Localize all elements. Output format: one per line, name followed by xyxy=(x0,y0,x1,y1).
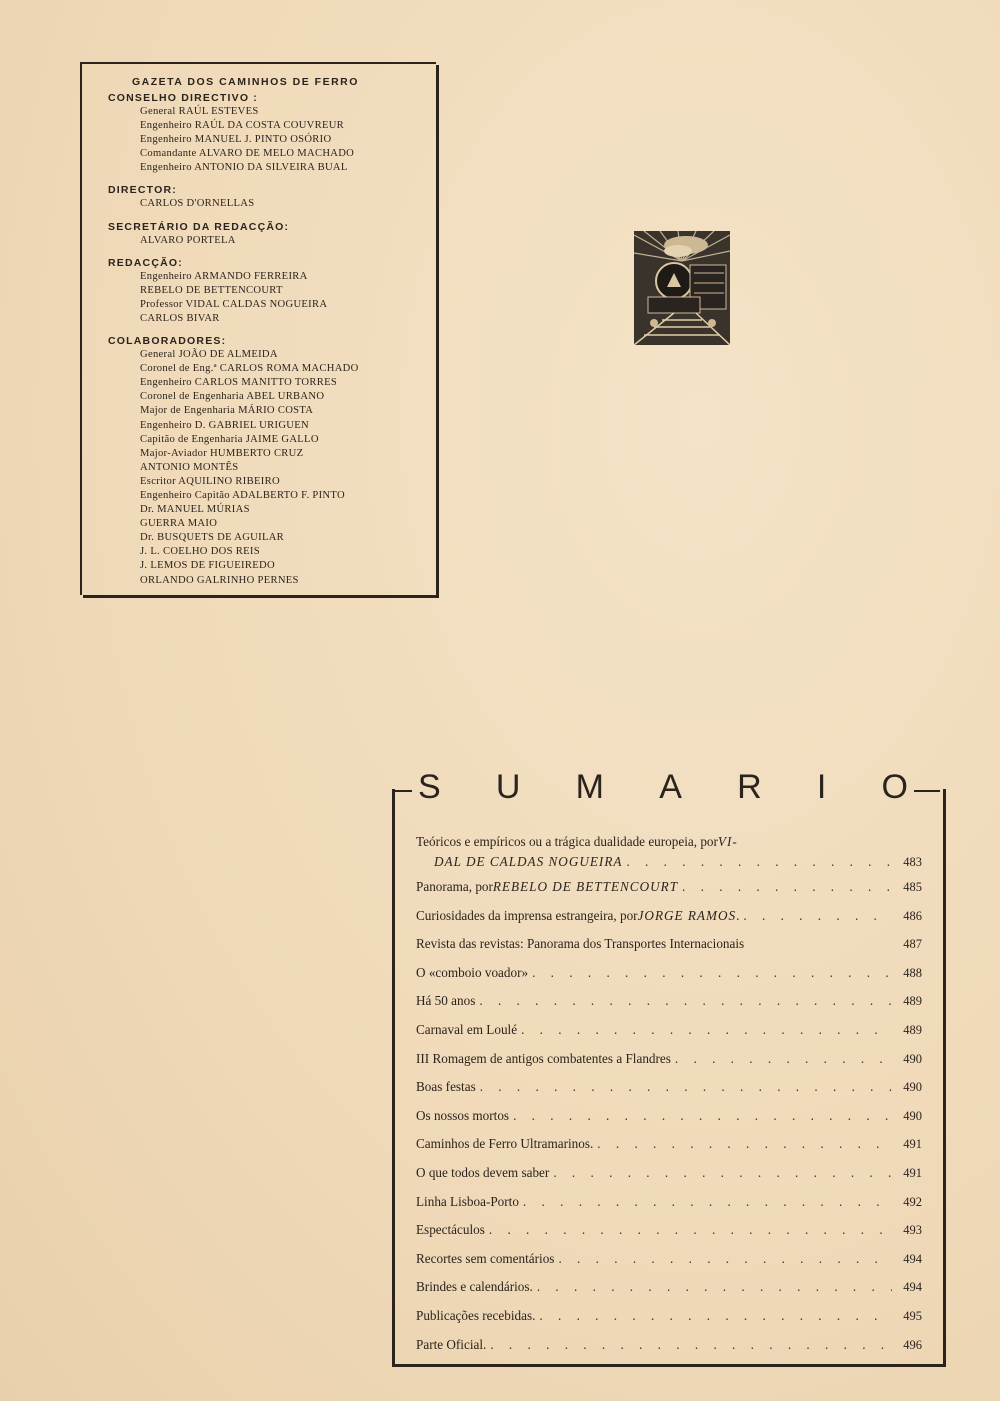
toc-page-number: 494 xyxy=(903,1251,922,1266)
staff-section xyxy=(108,335,436,588)
toc-entry-title: O que todos devem saber xyxy=(416,1164,550,1180)
toc-entry-author: DAL DE CALDAS NOGUEIRA xyxy=(434,854,623,869)
toc-entry-author: REBELO DE BETTENCOURT xyxy=(492,879,679,894)
toc-entry-suffix: . xyxy=(736,907,740,923)
toc-entry xyxy=(416,1302,922,1331)
staff-member: Engenheiro Capitão ADALBERTO F. PINTO xyxy=(140,489,345,501)
dot-leader xyxy=(675,1045,892,1073)
staff-member: CARLOS BIVAR xyxy=(140,312,220,324)
sumario-letter: A xyxy=(659,768,682,806)
toc-entry xyxy=(416,1216,922,1245)
toc-page-number: 483 xyxy=(903,855,922,869)
toc-entry-title: Boas festas xyxy=(416,1079,476,1095)
dot-leader xyxy=(490,1331,892,1359)
staff-member: Engenheiro D. GABRIEL URIGUEN xyxy=(140,419,309,431)
staff-section-heading: DIRECTOR: xyxy=(108,184,177,197)
toc-page-number: 492 xyxy=(903,1194,922,1209)
staff-member: Dr. BUSQUETS DE AGUILAR xyxy=(140,532,285,544)
toc-entry xyxy=(416,832,922,851)
staff-member: J. LEMOS DE FIGUEIREDO xyxy=(140,560,275,572)
toc-entry xyxy=(416,1016,922,1045)
dot-leader xyxy=(553,1159,892,1187)
toc-entry-title: Brindes e calendários. xyxy=(416,1279,533,1295)
toc-page-number: 491 xyxy=(903,1137,922,1152)
table-of-contents xyxy=(416,832,922,1359)
toc-entry xyxy=(416,1073,922,1102)
staff-member: Major de Engenharia MÁRIO COSTA xyxy=(140,405,314,417)
toc-page-number: 490 xyxy=(903,1108,922,1123)
toc-page-number: 493 xyxy=(903,1223,922,1238)
staff-section xyxy=(108,221,436,248)
staff-member: ALVARO PORTELA xyxy=(140,234,236,246)
staff-member: CARLOS D'ORNELLAS xyxy=(140,198,255,210)
toc-entry-title: O «comboio voador» xyxy=(416,964,529,980)
staff-member: Dr. MANUEL MÚRIAS xyxy=(140,504,250,516)
staff-member: Capitão de Engenharia JAIME GALLO xyxy=(140,433,319,445)
staff-member: GUERRA MAIO xyxy=(140,518,218,530)
toc-entry xyxy=(416,959,922,988)
toc-page-number: 488 xyxy=(903,965,922,980)
toc-entry xyxy=(416,1273,922,1302)
dot-leader xyxy=(532,959,892,987)
staff-section-heading: CONSELHO DIRECTIVO : xyxy=(108,92,259,104)
staff-member: Professor VIDAL CALDAS NOGUEIRA xyxy=(140,298,328,310)
toc-entry-title: Parte Oficial. xyxy=(416,1336,487,1352)
sumario-letter: I xyxy=(816,768,827,806)
toc-page-number: 486 xyxy=(903,908,922,923)
staff-section xyxy=(108,92,436,175)
staff-box xyxy=(80,62,436,595)
toc-entry-title: Carnaval em Loulé xyxy=(416,1021,518,1037)
dot-leader xyxy=(480,1073,892,1101)
toc-entry xyxy=(416,1102,922,1131)
staff-section-heading: SECRETÁRIO DA REDACÇÃO: xyxy=(108,220,290,233)
dot-leader xyxy=(521,1016,892,1044)
sumario-letter: O xyxy=(881,768,908,806)
toc-entry-title: Linha Lisboa-Porto xyxy=(416,1193,519,1209)
staff-section xyxy=(108,184,436,211)
toc-page-number: 489 xyxy=(903,994,922,1009)
toc-entry-title: Há 50 anos xyxy=(416,993,476,1009)
toc-page-number: 490 xyxy=(903,1080,922,1095)
toc-entry xyxy=(416,930,922,959)
staff-member: ORLANDO GALRINHO PERNES xyxy=(140,574,299,586)
toc-entry xyxy=(416,987,922,1016)
dot-leader xyxy=(626,851,892,873)
dot-leader xyxy=(537,1273,892,1301)
sumario-letter: U xyxy=(495,768,521,806)
staff-sections xyxy=(108,92,436,588)
staff-member: Major-Aviador HUMBERTO CRUZ xyxy=(140,447,304,459)
staff-member: Engenheiro ANTONIO DA SILVEIRA BUAL xyxy=(140,162,348,174)
toc-entry-title: Espectáculos xyxy=(416,1222,485,1238)
toc-entry-title: III Romagem de antigos combatentes a Flandres xyxy=(416,1050,671,1066)
toc-page-number: 496 xyxy=(903,1337,922,1352)
dot-leader xyxy=(682,873,892,901)
dot-leader xyxy=(743,902,892,930)
staff-member: REBELO DE BETTENCOURT xyxy=(140,284,283,296)
toc-page-number: 485 xyxy=(903,880,922,894)
toc-entry xyxy=(416,902,922,931)
toc-entry xyxy=(416,1159,922,1188)
sumario-letter: M xyxy=(575,768,604,806)
staff-member: Engenheiro MANUEL J. PINTO OSÓRIO xyxy=(140,134,332,146)
toc-entry-title: Teóricos e empíricos ou a trágica dualidade europeia, por xyxy=(416,834,718,849)
staff-member: Engenheiro RAÚL DA COSTA COUVREUR xyxy=(140,120,345,132)
staff-section-heading: COLABORADORES: xyxy=(108,335,227,348)
dot-leader xyxy=(513,1102,892,1130)
toc-entry xyxy=(416,1245,922,1274)
sumario-letter: R xyxy=(737,768,762,806)
toc-entry-title: Recortes sem comentários xyxy=(416,1250,555,1266)
toc-entry-author: VI- xyxy=(717,834,738,849)
toc-entry-continued xyxy=(416,851,922,873)
toc-page-number: 490 xyxy=(903,1051,922,1066)
toc-entry xyxy=(416,1331,922,1360)
staff-member: General JOÃO DE ALMEIDA xyxy=(140,349,278,361)
toc-entry-title: Panorama, por xyxy=(416,879,493,894)
toc-entry-title: Caminhos de Ferro Ultramarinos. xyxy=(416,1136,594,1152)
dot-leader xyxy=(558,1245,892,1273)
toc-page-number: 494 xyxy=(903,1280,922,1295)
staff-member: Comandante ALVARO DE MELO MACHADO xyxy=(140,148,355,160)
toc-entry-title: Curiosidades da imprensa estrangeira, por xyxy=(416,907,638,923)
dot-leader xyxy=(479,987,892,1015)
toc-page-number: 491 xyxy=(903,1165,922,1180)
dot-leader xyxy=(597,1130,892,1158)
dot-leader xyxy=(539,1302,892,1330)
toc-entry xyxy=(416,1045,922,1074)
toc-entry-title: Publicações recebidas. xyxy=(416,1307,536,1323)
staff-section xyxy=(108,257,436,326)
staff-section-heading: REDACÇÃO: xyxy=(108,256,183,269)
staff-member: Engenheiro ARMANDO FERREIRA xyxy=(140,270,308,282)
toc-entry xyxy=(416,873,922,902)
toc-entry xyxy=(416,1188,922,1217)
toc-page-number: 489 xyxy=(903,1022,922,1037)
sumario-letter: S xyxy=(418,768,441,806)
staff-member: ANTONIO MONTÊS xyxy=(140,461,239,473)
staff-member: Engenheiro CARLOS MANITTO TORRES xyxy=(140,377,338,389)
staff-member: J. L. COELHO DOS REIS xyxy=(140,546,260,558)
toc-entry xyxy=(416,1130,922,1159)
dot-leader xyxy=(523,1188,892,1216)
toc-entry-title: Revista das revistas: Panorama dos Transportes Internacionais xyxy=(416,936,745,952)
toc-entry-title: Os nossos mortos xyxy=(416,1107,510,1123)
toc-entry-author: JORGE RAMOS xyxy=(637,907,737,923)
toc-page-number: 495 xyxy=(903,1308,922,1323)
staff-member: Coronel de Eng.ª CARLOS ROMA MACHADO xyxy=(140,363,359,375)
staff-member: Coronel de Engenharia ABEL URBANO xyxy=(140,391,325,403)
locomotive-woodcut-icon xyxy=(634,231,730,345)
masthead-title: GAZETA DOS CAMINHOS DE FERRO xyxy=(132,76,359,88)
staff-member: Escritor AQUILINO RIBEIRO xyxy=(140,475,280,487)
staff-member: General RAÚL ESTEVES xyxy=(140,106,259,117)
toc-page-number: 487 xyxy=(903,937,922,952)
dot-leader xyxy=(489,1216,892,1244)
